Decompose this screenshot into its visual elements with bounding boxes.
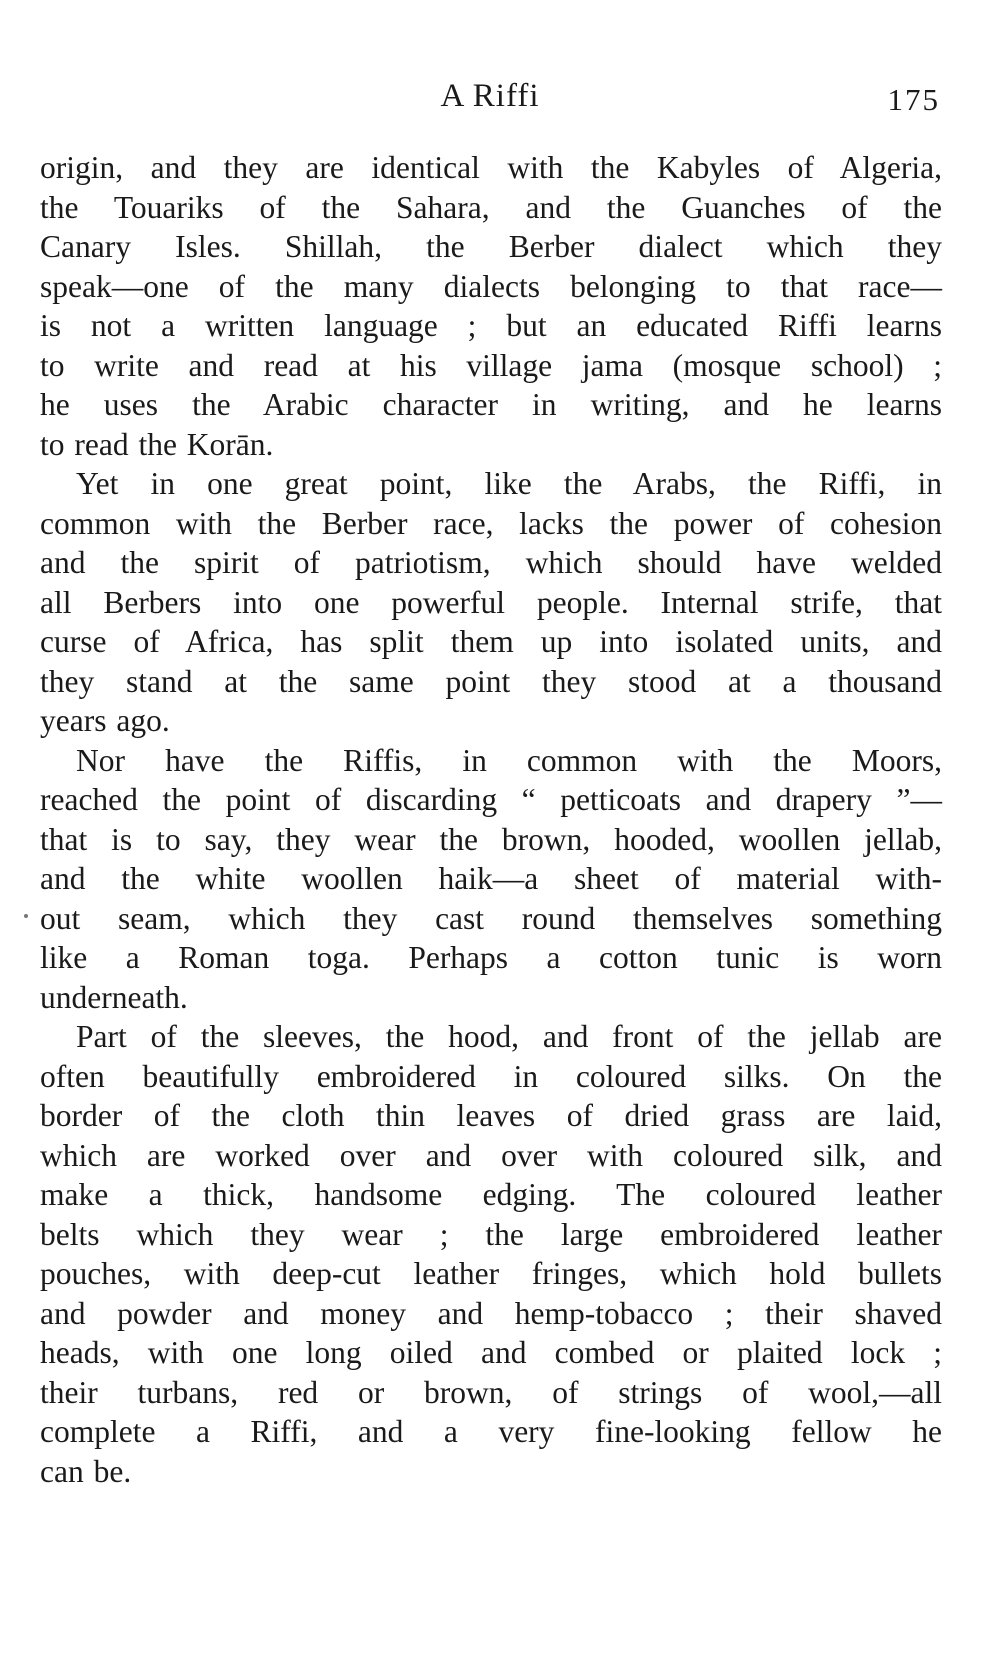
paragraph-2 [40, 464, 942, 741]
text-line: pouches, with deep-cut leather fringes, which hold bullets [40, 1256, 942, 1291]
text-line: often beautifully embroidered in coloured silks. On the [40, 1058, 942, 1094]
text-line: and powder and money and hemp-tobacco ; their shaved [40, 1295, 942, 1331]
text-line: border of the cloth thin leaves of dried grass are laid, [40, 1098, 942, 1133]
text-line: they stand at the same point they stood at a thousand [40, 663, 942, 699]
text-line: is not a written language ; but an educated Riffi learns [40, 308, 942, 343]
paragraph-3 [40, 741, 942, 1018]
text-line: out seam, which they cast round themselves something [40, 900, 942, 936]
text-line: to write and read at his village jama (mosque school) ; [40, 347, 942, 383]
paragraph-4 [40, 1017, 942, 1491]
text-line: curse of Africa, has split them up into isolated units, and [40, 624, 942, 659]
text-line: complete a Riffi, and a very fine-looking fellow he [40, 1414, 942, 1449]
text-line: and the white woollen haik—a sheet of material with- [40, 861, 942, 896]
text-line: their turbans, red or brown, of strings of wool,—all [40, 1374, 942, 1410]
body-text [40, 148, 942, 1491]
text-line: underneath. [40, 979, 188, 1015]
paragraph-1 [40, 148, 942, 464]
text-line: speak—one of the many dialects belonging to that race— [40, 268, 942, 304]
text-line: can be. [40, 1453, 132, 1489]
text-line: to read the Korān. [40, 426, 274, 462]
text-line: all Berbers into one powerful people. Internal strife, that [40, 584, 942, 620]
text-line: make a thick, handsome edging. The coloured leather [40, 1177, 942, 1212]
running-head [40, 78, 940, 128]
page-number: 175 [887, 82, 940, 117]
text-line: Canary Isles. Shillah, the Berber dialect which they [40, 229, 942, 264]
text-line: which are worked over and over with coloured silk, and [40, 1137, 942, 1173]
text-line: the Touariks of the Sahara, and the Guanches of the [40, 189, 942, 225]
text-line: Part of the sleeves, the hood, and front of the jellab are [76, 1019, 942, 1054]
margin-mark [24, 914, 28, 918]
text-line: he uses the Arabic character in writing, and he learns [40, 387, 942, 422]
text-line: belts which they wear ; the large embroidered leather [40, 1216, 942, 1252]
text-line: like a Roman toga. Perhaps a cotton tunic is worn [40, 940, 942, 975]
page-title: A Riffi [440, 78, 540, 114]
text-line: heads, with one long oiled and combed or plaited lock ; [40, 1335, 942, 1370]
text-line: that is to say, they wear the brown, hooded, woollen jellab, [40, 821, 942, 857]
text-line: reached the point of discarding “ petticoats and drapery ”— [40, 782, 942, 817]
text-line: Yet in one great point, like the Arabs, the Riffi, in [76, 466, 942, 501]
text-line: common with the Berber race, lacks the power of cohesion [40, 505, 942, 541]
text-line: and the spirit of patriotism, which should have welded [40, 545, 942, 580]
text-line: years ago. [40, 703, 170, 738]
text-line: origin, and they are identical with the Kabyles of Algeria, [40, 150, 942, 185]
text-line: Nor have the Riffis, in common with the Moors, [76, 742, 942, 778]
